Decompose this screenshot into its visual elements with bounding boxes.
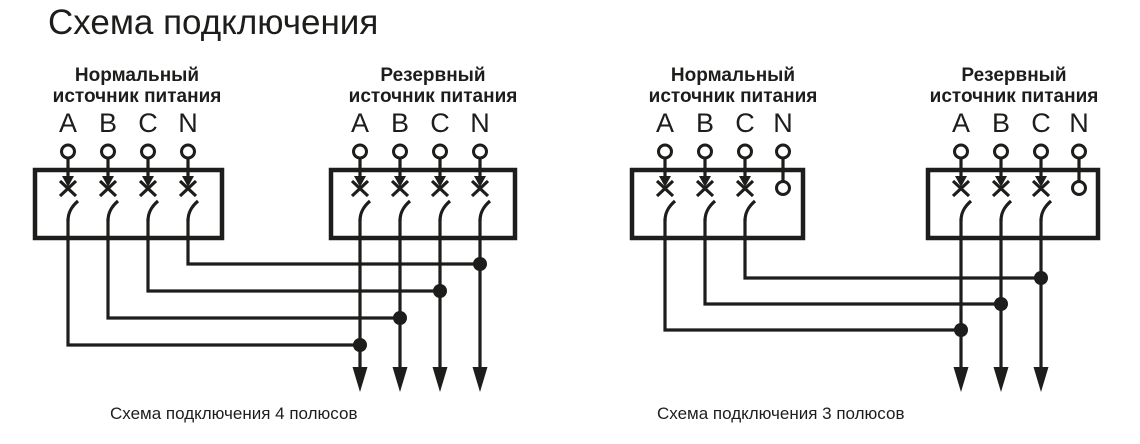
- neutral-terminal-icon: [777, 182, 790, 195]
- normal-source-label-line1: Нормальный: [670, 65, 796, 86]
- junction-dot: [473, 257, 487, 271]
- load-arrow-icon: [353, 367, 368, 392]
- phase-label-A: A: [58, 108, 78, 138]
- four-pole-caption: Схема подключения 4 полюсов: [110, 404, 358, 423]
- terminal-circle-icon: [777, 145, 790, 158]
- terminal-circle-icon: [474, 145, 487, 158]
- reserve-source-label-line1: Резервный: [961, 65, 1067, 86]
- phase-label-N: N: [773, 108, 793, 138]
- load-arrow-icon: [1034, 367, 1049, 392]
- normal-breaker-box: [632, 170, 803, 238]
- switch-blade: [108, 201, 118, 221]
- switch-blade: [745, 201, 755, 221]
- terminal-circle-icon: [699, 145, 712, 158]
- load-arrow-icon: [954, 367, 969, 392]
- phase-label-B: B: [98, 108, 118, 138]
- load-arrow-icon: [393, 367, 408, 392]
- terminal-circle-icon: [354, 145, 367, 158]
- load-arrow-icon: [473, 367, 488, 392]
- reserve-source-label-line2: источник питания: [348, 86, 518, 107]
- terminal-circle-icon: [955, 145, 968, 158]
- terminal-circle-icon: [394, 145, 407, 158]
- reserve-source-label-line2: источник питания: [929, 86, 1099, 107]
- terminal-circle-icon: [1035, 145, 1048, 158]
- switch-blade: [440, 201, 450, 221]
- switch-blade: [1001, 201, 1011, 221]
- transfer-wire-three-pole-C: [745, 219, 1041, 278]
- phase-label-A: A: [951, 108, 971, 138]
- normal-source-label-line2: источник питания: [648, 86, 818, 107]
- switch-blade: [705, 201, 715, 221]
- switch-blade: [188, 201, 198, 221]
- load-arrow-icon: [994, 367, 1009, 392]
- transfer-wire-four-pole-C: [148, 219, 440, 291]
- junction-dot: [994, 297, 1008, 311]
- phase-label-B: B: [390, 108, 410, 138]
- transfer-wire-three-pole-A: [665, 219, 961, 330]
- junction-dot: [433, 284, 447, 298]
- switch-blade: [148, 201, 158, 221]
- terminal-circle-icon: [995, 145, 1008, 158]
- switch-blade: [665, 201, 675, 221]
- phase-label-C: C: [735, 108, 755, 138]
- phase-label-C: C: [430, 108, 450, 138]
- transfer-wire-four-pole-N: [188, 219, 480, 264]
- phase-label-N: N: [1069, 108, 1089, 138]
- junction-dot: [353, 338, 367, 352]
- terminal-circle-icon: [182, 145, 195, 158]
- reserve-breaker-box: [928, 170, 1098, 238]
- transfer-wire-four-pole-B: [108, 219, 400, 318]
- terminal-circle-icon: [1073, 145, 1086, 158]
- terminal-circle-icon: [739, 145, 752, 158]
- normal-source-label-line2: источник питания: [52, 86, 222, 107]
- phase-label-A: A: [655, 108, 675, 138]
- switch-blade: [961, 201, 971, 221]
- load-arrow-icon: [433, 367, 448, 392]
- switch-blade: [1041, 201, 1051, 221]
- diagram-four-pole: [35, 65, 517, 423]
- page-title: Схема подключения: [48, 3, 379, 42]
- neutral-terminal-icon: [1073, 182, 1086, 195]
- junction-dot: [1034, 271, 1048, 285]
- junction-dot: [954, 323, 968, 337]
- terminal-circle-icon: [659, 145, 672, 158]
- phase-label-N: N: [178, 108, 198, 138]
- switch-blade: [400, 201, 410, 221]
- phase-label-B: B: [991, 108, 1011, 138]
- diagram-three-pole: [632, 65, 1098, 423]
- junction-dot: [393, 311, 407, 325]
- normal-source-label-line1: Нормальный: [74, 65, 200, 86]
- switch-blade: [68, 201, 78, 221]
- three-pole-schematic: [632, 108, 1098, 392]
- phase-label-B: B: [695, 108, 715, 138]
- switch-blade: [480, 201, 490, 221]
- reserve-source-label-line1: Резервный: [380, 65, 486, 86]
- phase-label-C: C: [138, 108, 158, 138]
- terminal-circle-icon: [102, 145, 115, 158]
- phase-label-C: C: [1031, 108, 1051, 138]
- transfer-wire-three-pole-B: [705, 219, 1001, 304]
- terminal-circle-icon: [142, 145, 155, 158]
- switch-blade: [360, 201, 370, 221]
- terminal-circle-icon: [434, 145, 447, 158]
- terminal-circle-icon: [62, 145, 75, 158]
- phase-label-A: A: [350, 108, 370, 138]
- three-pole-caption: Схема подключения 3 полюсов: [657, 404, 905, 423]
- phase-label-N: N: [470, 108, 490, 138]
- four-pole-schematic: [35, 108, 515, 392]
